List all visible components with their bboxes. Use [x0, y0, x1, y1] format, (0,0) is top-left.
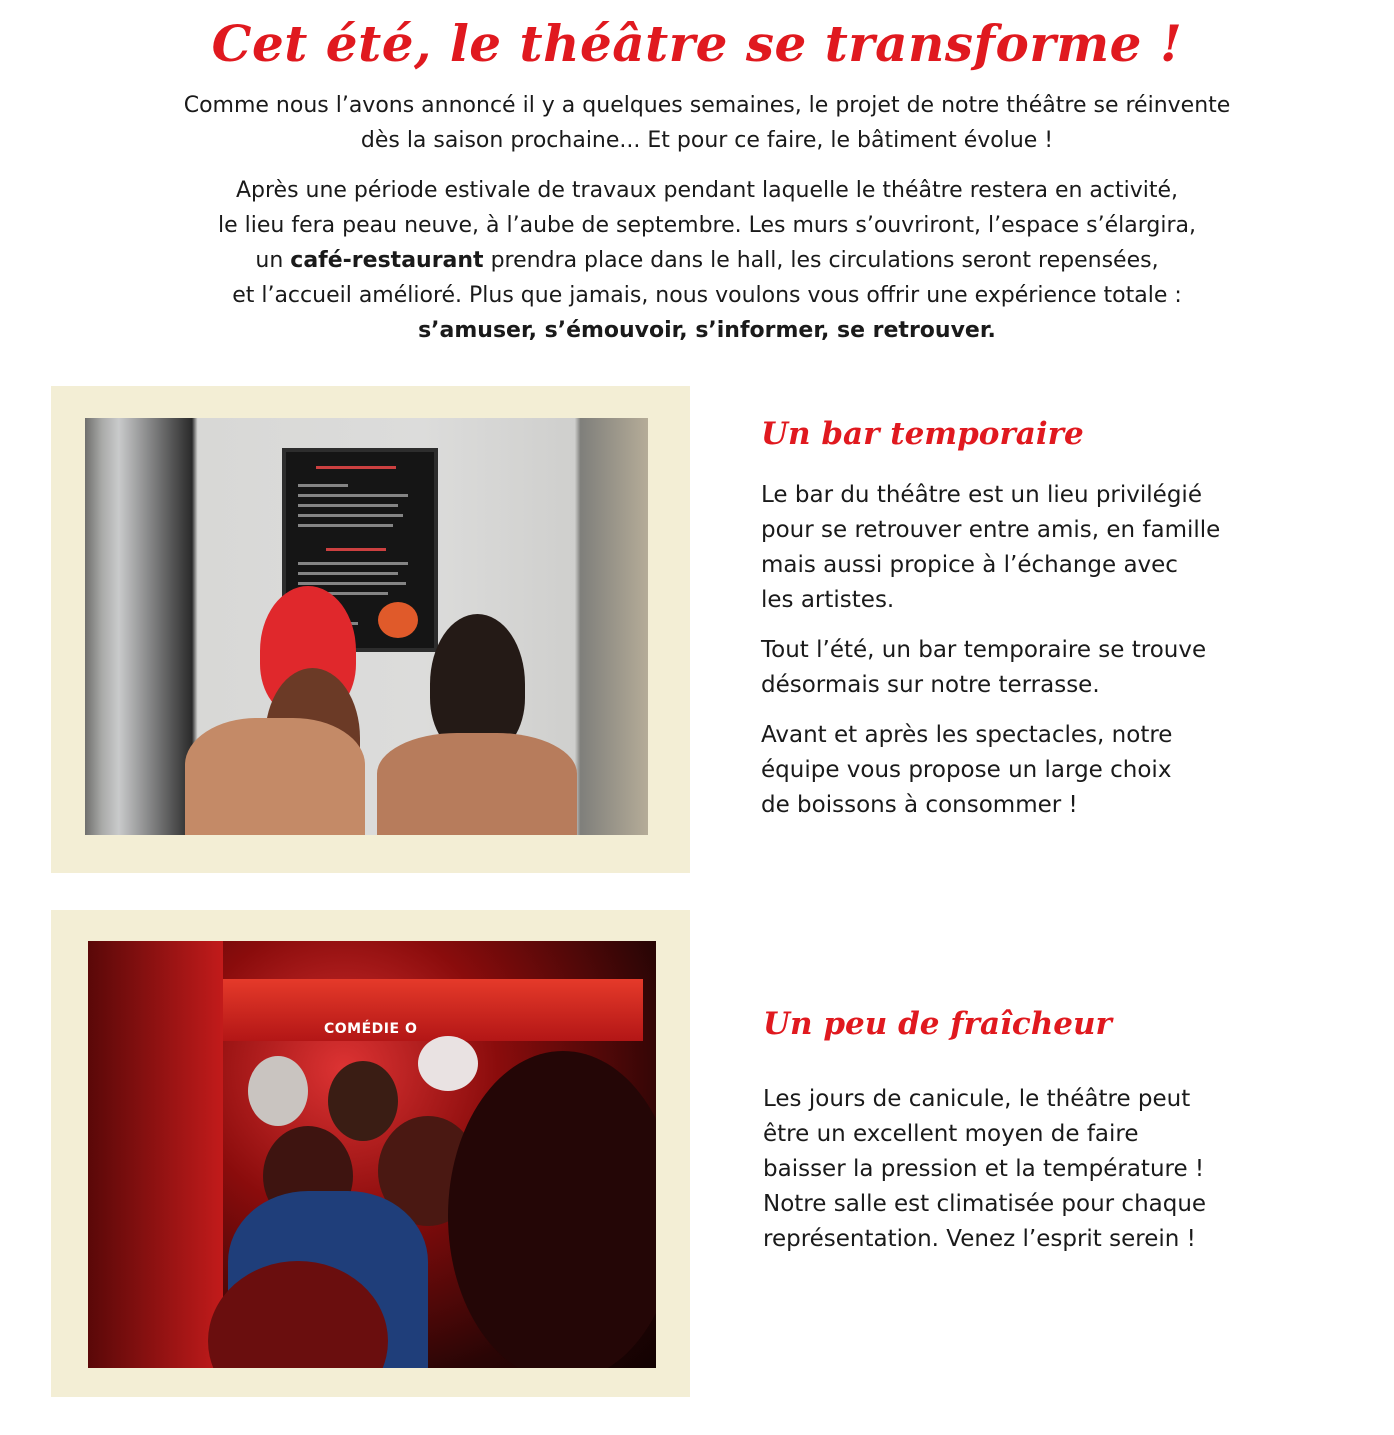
highlight-cafe-restaurant: café-restaurant [290, 248, 484, 273]
section-bar-paragraph-1: Le bar du théâtre est un lieu privilégié pour se retrouver entre amis, en famille mais aussi propice à l’échange avec les artistes. [761, 482, 1221, 613]
photo-bar-menu-board [85, 418, 648, 835]
theatre-awning [223, 979, 643, 1041]
section-freshness-paragraph: Les jours de canicule, le théâtre peut être un excellent moyen de faire baisser la pression et la température ! Notre salle est climatisée pour chaque représentation. Venez l’esprit serein ! [763, 1086, 1207, 1252]
page-title: Cet été, le théâtre se transforme ! [211, 14, 1183, 73]
intro-paragraph-2: Après une période estivale de travaux pendant laquelle le théâtre restera en activité, le lieu fera peau neuve, à l’aube de septembre. Les murs s’ouvriront, l’espace s’élargira, un café-restaurant prendra place dans le hall, les circulations seront repensées, et l’accueil amélioré. Plus que jamais, nous voulons vous offrir une expérience totale : s’amuser, s’émouvoir, s’informer, se retrouver. [218, 178, 1196, 343]
section-bar-paragraph-2: Tout l’été, un bar temporaire se trouve désormais sur notre terrasse. [761, 637, 1207, 698]
section-bar-paragraph-3: Avant et après les spectacles, notre équipe vous propose un large choix de boissons à consommer ! [761, 722, 1173, 818]
intro-paragraph: Comme nous l’avons annoncé il y a quelques semaines, le projet de notre théâtre se réinvente dès la saison prochaine... Et pour ce faire, le bâtiment évolue ! [183, 93, 1231, 153]
theatre-sign: COMÉDIE O [324, 1021, 418, 1037]
photo-frame-freshness [51, 910, 690, 1397]
section-title-bar: Un bar temporaire [761, 416, 1084, 452]
photo-theatre-crowd [88, 941, 656, 1368]
section-title-freshness: Un peu de fraîcheur [763, 1006, 1112, 1042]
photo-frame-bar [51, 386, 690, 873]
